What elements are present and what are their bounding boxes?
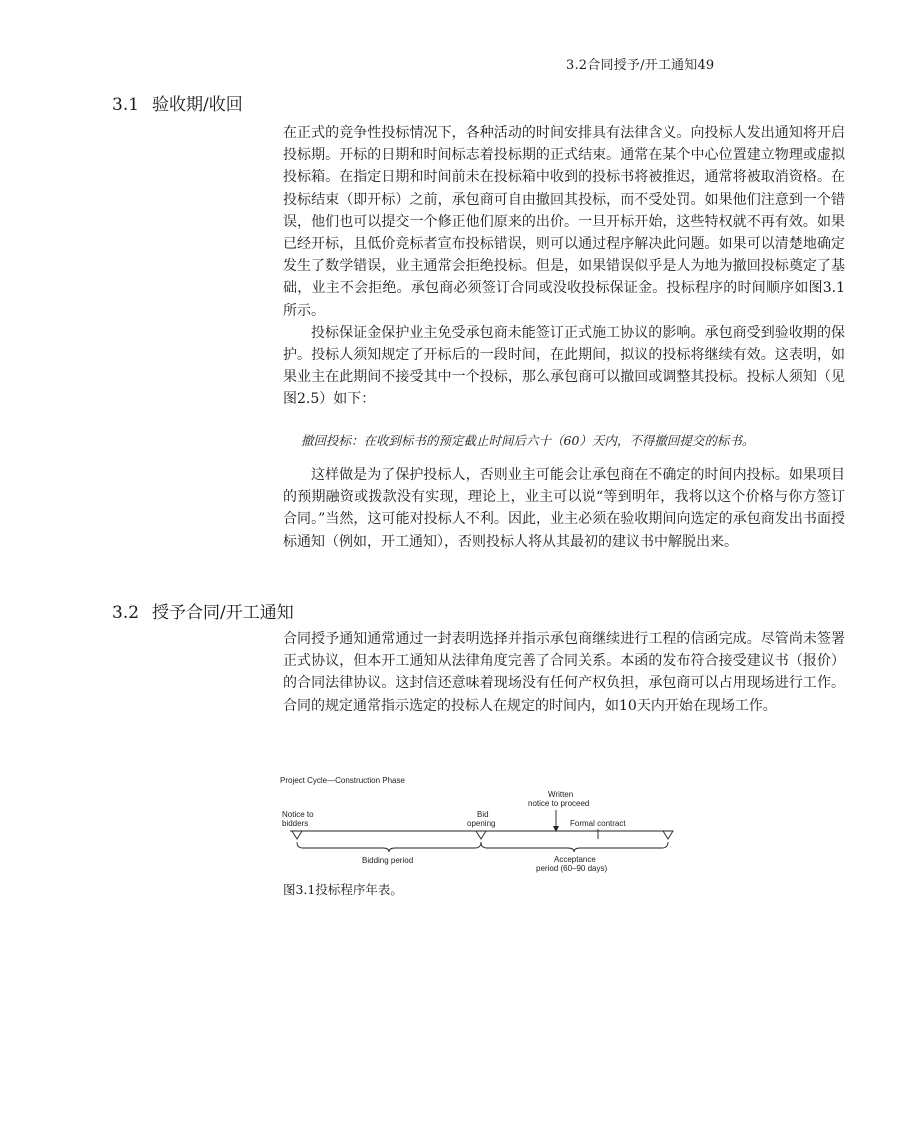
timeline-diagram <box>280 775 700 885</box>
section-number: 3.2 <box>112 603 140 623</box>
paragraph: 这样做是为了保护投标人，否则业主可能会让承包商在不确定的时间内投标。如果项目的预期融资或拨款没有实现，理论上，业主可以说“等到明年，我将以这个价格与你方签订合同。”当然，这可能对投标人不利。因此，业主必须在验收期间向选定的承包商发出书面授标通知（例如，开工通知），否则投标人将从其最初的建议书中解脱出来。 <box>283 467 845 550</box>
written-label-line-1: Written <box>548 790 574 799</box>
bid-opening-marker <box>476 831 486 839</box>
paragraph: 投标保证金保护业主免受承包商未能签订正式施工协议的影响。承包商受到验收期的保护。投标人须知规定了开标后的一段时间，在此期间，拟议的投标将继续有效。这表明，如果业主在此期间不接受其中一个投标，那么承包商可以撤回或调整其投标。投标人须知（见图2.5）如下： <box>283 324 845 408</box>
section-title: 验收期/收回 <box>152 95 243 115</box>
section-number: 3.1 <box>112 95 140 115</box>
acceptance-period-brace <box>481 842 668 852</box>
section-3-1-body-continued <box>283 464 845 553</box>
written-label-line-2: notice to proceed <box>528 799 590 808</box>
notice-label-line-2: bidders <box>282 819 309 828</box>
formal-contract-label: Formal contract <box>570 819 626 828</box>
bid-label-line-1: Bid <box>477 810 489 819</box>
notice-marker <box>292 831 302 839</box>
paragraph: 在正式的竞争性投标情况下，各种活动的时间安排具有法律含义。向投标人发出通知将开启投标期。开标的日期和时间标志着投标期的正式结束。通常在某个中心位置建立物理或虚拟投标箱。在指定日期和时间前未在投标箱中收到的投标书将被推迟，通常将被取消资格。在投标结束（即开标）之前，承包商可自由撤回其投标，而不受处罚。如果他们注意到一个错误，他们也可以提交一个修正他们原来的出价。一旦开标开始，这些特权就不再有效。如果已经开标，且低价竞标者宣布投标错误，则可以通过程序解决此问题。如果可以清楚地确定发生了数学错误，业主通常会拒绝投标。但是，如果错误似乎是人为地为撤回投标奠定了基础，业主不会拒绝。承包商必须签订合同或没收投标保证金。投标程序的时间顺序如图3.1所示。 <box>283 125 845 319</box>
end-marker <box>663 831 673 839</box>
section-3-2-body <box>283 628 845 717</box>
withdrawal-quote: 撤回投标：在收到标书的预定截止时间后六十（60）天内，不得撤回提交的标书。 <box>301 433 755 448</box>
figure-title: Project Cycle—Construction Phase <box>280 776 405 785</box>
bidding-period-brace <box>297 842 481 852</box>
bid-label-line-2: opening <box>467 819 496 828</box>
section-3-1-body <box>283 122 845 411</box>
project-cycle-figure <box>280 775 700 885</box>
section-heading-3-2 <box>112 598 294 623</box>
section-title: 授予合同/开工通知 <box>152 603 294 623</box>
section-heading-3-1 <box>112 90 243 115</box>
bidding-period-label: Bidding period <box>362 856 414 865</box>
paragraph: 合同授予通知通常通过一封表明选择并指示承包商继续进行工程的信函完成。尽管尚未签署正式协议，但本开工通知从法律角度完善了合同关系。本函的发布符合接受建议书（报价）的合同法律协议。这封信还意味着现场没有任何产权负担，承包商可以占用现场进行工作。合同的规定通常指示选定的投标人在规定的时间内，如10天内开始在现场工作。 <box>283 631 845 714</box>
notice-label-line-1: Notice to <box>282 810 314 819</box>
figure-caption: 图3.1投标程序年表。 <box>283 882 403 897</box>
acceptance-label-line-2: period (60–90 days) <box>536 864 608 873</box>
acceptance-label-line-1: Acceptance <box>554 855 596 864</box>
running-head: 3.2合同授予/开工通知49 <box>566 58 715 73</box>
